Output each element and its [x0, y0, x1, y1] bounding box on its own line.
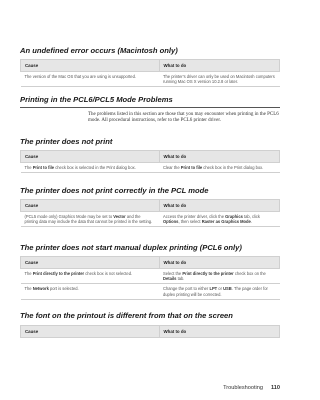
duplex-heading: The printer does not start manual duplex printing (PCL6 only): [20, 243, 242, 252]
todo-cell: The printer's driver can only be used on Macintosh computers running Mac OS X version 10.2.8 or later.: [159, 72, 280, 87]
no-print-heading: The printer does not print: [20, 137, 113, 146]
cause-column-header: Cause: [21, 326, 160, 338]
page-number: 110: [270, 385, 280, 391]
section-divider: [20, 107, 280, 108]
font-heading: The font on the printout is different from that on the screen: [20, 311, 233, 320]
cause-cell: The Network port is selected.: [21, 284, 160, 299]
pcl-incorrect-heading: The printer does not print correctly in the PCL mode: [20, 186, 209, 195]
table-row: [21, 212, 280, 227]
table-header-row: [21, 326, 280, 338]
table-header-row: [21, 60, 280, 72]
cause-column-header: Cause: [21, 200, 160, 212]
pcl-section-heading: Printing in the PCL6/PCL5 Mode Problems: [20, 95, 173, 104]
cause-cell: (PCL5 mode only) Graphics Mode may be set to Vector and the printing data may include the data that cannot be printed in the setting.: [21, 212, 160, 227]
table-row: [21, 284, 280, 299]
cause-column-header: Cause: [21, 257, 160, 269]
table-row: [21, 72, 280, 87]
todo-column-header: What to do: [159, 151, 280, 163]
cause-column-header: Cause: [21, 60, 160, 72]
table-header-row: [21, 151, 280, 163]
cause-cell: The Print directly to the printer check box is not selected.: [21, 269, 160, 284]
todo-cell: Clear the Print to file check box in the Print dialog box.: [159, 163, 280, 173]
mac-error-table: [20, 59, 280, 87]
table-row: [21, 269, 280, 284]
todo-cell: Select the Print directly to the printer check box on the Details tab.: [159, 269, 280, 284]
cause-column-header: Cause: [21, 151, 160, 163]
todo-column-header: What to do: [159, 326, 280, 338]
no-print-table: [20, 150, 280, 173]
todo-column-header: What to do: [159, 257, 280, 269]
todo-column-header: What to do: [159, 60, 280, 72]
mac-error-heading: An undefined error occurs (Macintosh only): [20, 46, 178, 55]
cause-cell: The Print to file check box is selected in the Print dialog box.: [21, 163, 160, 173]
footer-section-label: Troubleshooting: [223, 385, 263, 391]
pcl-incorrect-table: [20, 199, 280, 227]
cause-cell: The version of the Mac OS that you are using is unsupported.: [21, 72, 160, 87]
table-row: [21, 163, 280, 173]
pcl-section-intro: The problems listed in this section are those that you may encounter when printing in the PCL6 mode. All procedural instructions, refer to the PCL6 printer driver.: [88, 112, 279, 124]
todo-cell: Access the printer driver, click the Graphics tab, click Options, then select Raster as Graphics Mode.: [159, 212, 280, 227]
duplex-table: [20, 256, 280, 300]
todo-cell: Change the port to either LPT or USB. The page order for duplex printing will be corrected.: [159, 284, 280, 299]
table-header-row: [21, 200, 280, 212]
table-header-row: [21, 257, 280, 269]
font-table: [20, 325, 280, 338]
todo-column-header: What to do: [159, 200, 280, 212]
